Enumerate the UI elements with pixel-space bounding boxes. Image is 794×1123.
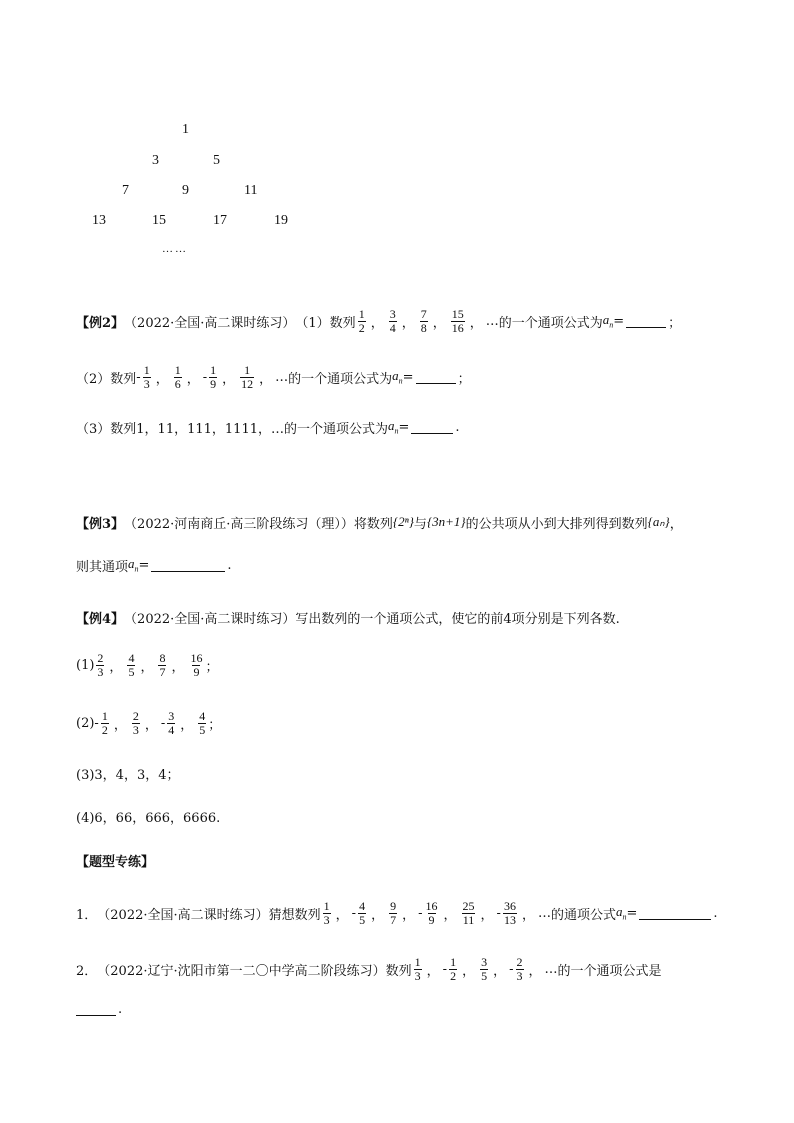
equals: = <box>402 369 414 385</box>
equals: = <box>138 557 150 573</box>
item-label: (2) <box>76 715 95 731</box>
ellipsis: … <box>544 961 558 977</box>
example-3-line-2 <box>76 550 232 580</box>
answer-blank[interactable] <box>411 421 453 434</box>
period: . <box>713 905 718 921</box>
practice-question-1: 1． （2022·全国·高二课时练习） 猜想数列 $\frac{1}{3}$ ， - $\frac{4}{5}$ ， $\frac{9}{7}$ ， - $\frac{16}{9}$ ， $\frac{25}{11}$ ， - $\frac{36}{13}$ ， … 的通项公式 $a_n$ = . <box>76 898 718 927</box>
an-symbol: $a_n$ <box>387 418 399 436</box>
question-prefix: （2）数列 <box>76 371 137 387</box>
example-2-part-2: （2）数列 - $\frac{1}{3}$ ， $\frac{1}{6}$ ， - $\frac{1}{9}$ ， $\frac{1}{12}$ ， … 的一个通项公式为 $a_n$ = ； <box>76 362 471 391</box>
example-label: 【例2】 <box>76 315 125 331</box>
example-4-item-3 <box>76 758 180 788</box>
triangle-cell: 19 <box>274 213 288 228</box>
equals: = <box>626 905 638 921</box>
sign: - <box>496 905 501 921</box>
triangle-cell: 3 <box>152 153 159 168</box>
sign: - <box>418 905 423 921</box>
question-prefix: 数列 <box>385 963 412 979</box>
question-text: 与 <box>413 516 427 532</box>
source-tag: （2022·全国·高二课时练习） <box>97 907 269 923</box>
source-tag: （2022·辽宁·沈阳市第一二〇中学高二阶段练习） <box>97 963 386 979</box>
triangle-dots: …… <box>162 243 188 255</box>
fraction: $\frac{16}{9}$ <box>190 650 203 679</box>
fraction: $\frac{1}{2}$ <box>358 306 365 335</box>
period: . <box>227 557 232 573</box>
set-3n1: {3n+1} <box>426 514 466 529</box>
triangle-cell: 15 <box>152 213 166 228</box>
equals: = <box>613 313 625 329</box>
practice-question-2: 2． （2022·辽宁·沈阳市第一二〇中学高二阶段练习） 数列 $\frac{1}{3}$ ， - $\frac{1}{2}$ ， $\frac{3}{5}$ ， - $\frac{2}{3}$ ， … 的一个通项公式是 <box>76 954 662 983</box>
semicolon: ； <box>668 315 682 331</box>
question-text: 的公共项从小到大排列得到数列 <box>465 516 648 532</box>
question-text: 则其通项 <box>76 559 129 575</box>
example-4-item-2: (2) - $\frac{1}{2}$ ， $\frac{2}{3}$ ， - $\frac{3}{4}$ ， $\frac{4}{5}$ ； <box>76 708 222 737</box>
fraction: $\frac{2}{3}$ <box>516 954 523 983</box>
ellipsis: … <box>537 905 551 921</box>
an-symbol: $a_n$ <box>128 556 139 574</box>
question-text: （3）数列1，11，111，1111，…的一个通项公式为 <box>76 421 388 437</box>
answer-blank[interactable] <box>639 907 711 920</box>
triangle-cell: 17 <box>213 213 227 228</box>
fraction: $\frac{1}{3}$ <box>323 898 330 927</box>
practice-question-2-answer <box>76 994 122 1024</box>
fraction: $\frac{4}{5}$ <box>199 708 206 737</box>
fraction: $\frac{1}{12}$ <box>241 362 254 391</box>
example-3-line-1 <box>76 507 683 537</box>
question-suffix: 的一个通项公式是 <box>557 963 662 979</box>
fraction: $\frac{7}{8}$ <box>420 306 427 335</box>
example-label: 【例3】 <box>76 516 125 532</box>
an-symbol: $a_n$ <box>602 312 614 330</box>
question-text: 写出数列的一个通项公式，使它的前4项分别是下列各数. <box>295 611 620 627</box>
example-label: 【例4】 <box>76 611 125 627</box>
source-tag: （2022·河南商丘·高三阶段练习（理）） <box>124 516 354 532</box>
fraction: $\frac{1}{3}$ <box>143 362 150 391</box>
fraction: $\frac{4}{5}$ <box>128 650 135 679</box>
set-an: {aₙ} <box>647 514 670 529</box>
fraction: $\frac{3}{4}$ <box>389 306 396 335</box>
fraction: $\frac{1}{9}$ <box>210 362 217 391</box>
fraction: $\frac{3}{4}$ <box>168 708 175 737</box>
triangle-cell: 11 <box>244 183 258 198</box>
practice-title: 【题型专练】 <box>76 854 155 870</box>
question-prefix: （1）数列 <box>295 315 356 331</box>
period: . <box>455 419 460 435</box>
question-prefix: 猜想数列 <box>268 907 321 923</box>
source-tag: （2022·全国·高二课时练习） <box>124 315 296 331</box>
fraction: $\frac{1}{6}$ <box>174 362 181 391</box>
answer-blank[interactable] <box>151 559 225 572</box>
fraction: $\frac{15}{16}$ <box>451 306 464 335</box>
fraction: $\frac{2}{3}$ <box>97 650 104 679</box>
answer-blank[interactable] <box>626 315 666 328</box>
fraction: $\frac{8}{7}$ <box>159 650 166 679</box>
question-suffix: 的通项公式 <box>550 907 616 923</box>
fraction: $\frac{2}{3}$ <box>132 708 139 737</box>
fraction: $\frac{9}{7}$ <box>390 898 397 927</box>
semicolon: ； <box>205 659 219 675</box>
item-label: (1) <box>76 657 95 673</box>
fraction: $\frac{36}{13}$ <box>503 898 516 927</box>
sign: - <box>136 369 141 385</box>
question-number: 1． <box>76 907 98 923</box>
triangle-cell: 7 <box>122 183 129 198</box>
fraction: $\frac{3}{5}$ <box>481 954 488 983</box>
sign: - <box>94 715 99 731</box>
semicolon: ； <box>208 717 222 733</box>
answer-blank[interactable] <box>76 1003 116 1016</box>
sign: - <box>442 961 448 977</box>
example-4-item-4 <box>76 801 220 831</box>
item-text: (3)3，4，3，4； <box>76 767 180 783</box>
fraction: $\frac{25}{11}$ <box>462 898 475 927</box>
an-symbol: $a_n$ <box>615 904 627 922</box>
ellipsis: … <box>485 313 499 329</box>
an-symbol: $a_n$ <box>392 368 403 386</box>
source-tag: （2022·全国·高二课时练习） <box>124 611 296 627</box>
answer-blank[interactable] <box>416 371 456 384</box>
fraction: $\frac{1}{2}$ <box>101 708 108 737</box>
triangle-cell: 9 <box>182 183 189 198</box>
equals: = <box>398 419 410 435</box>
semicolon: ； <box>457 371 471 387</box>
fraction: $\frac{4}{5}$ <box>359 898 366 927</box>
question-text: 将数列 <box>353 516 393 532</box>
sign: - <box>202 369 208 385</box>
sign: - <box>160 715 166 731</box>
item-text: (4)6，66，666，6666. <box>76 810 221 826</box>
question-suffix: 的一个通项公式为 <box>498 315 603 331</box>
comma: ， <box>669 516 683 532</box>
triangle-cell: 5 <box>213 153 220 168</box>
ellipsis: … <box>275 369 289 385</box>
example-4-item-1: (1) $\frac{2}{3}$ ， $\frac{4}{5}$ ， $\frac{8}{7}$ ， $\frac{16}{9}$ ； <box>76 650 219 679</box>
triangle-cell: 1 <box>182 122 189 137</box>
fraction: $\frac{16}{9}$ <box>425 898 438 927</box>
sign: - <box>509 961 514 977</box>
triangle-cell: 13 <box>92 213 106 228</box>
example-2-part-3 <box>76 412 460 442</box>
sign: - <box>351 905 357 921</box>
period: . <box>118 1001 123 1017</box>
question-suffix: 的一个通项公式为 <box>288 371 393 387</box>
fraction: $\frac{1}{2}$ <box>450 954 457 983</box>
question-number: 2． <box>76 963 98 979</box>
example-2-part-1: 【例2】 （2022·全国·高二课时练习） （1）数列 $\frac{1}{2}$ ， $\frac{3}{4}$ ， $\frac{7}{8}$ ， $\frac{15}{16}$ ， … 的一个通项公式为 $a_n$ = ； <box>76 306 682 335</box>
example-4-header <box>76 602 620 632</box>
fraction: $\frac{1}{3}$ <box>414 954 421 983</box>
set-2n: {2ⁿ} <box>392 514 414 529</box>
